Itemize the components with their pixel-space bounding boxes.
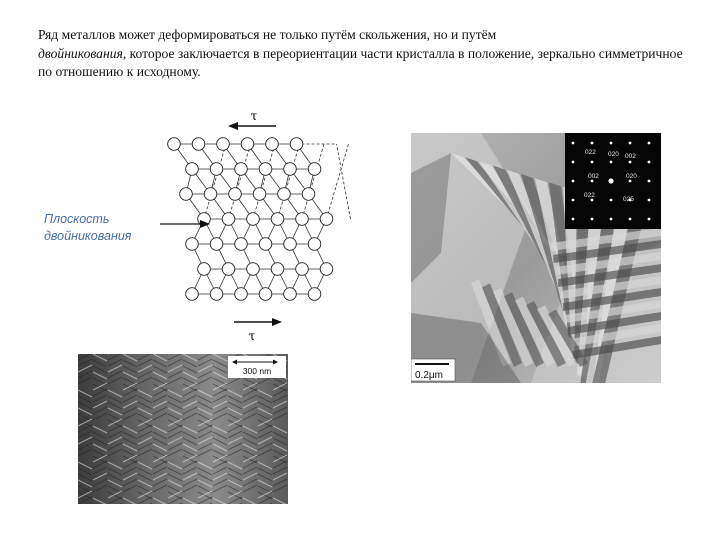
lattice-atom [204,188,217,201]
diffraction-spot [572,161,575,164]
diffraction-label: 020 [626,173,637,180]
lattice-atom [266,138,279,151]
diffraction-label: 022 [585,149,596,156]
lattice-atom [192,138,205,151]
twin-reference-line [278,144,300,219]
twin-reference-line [327,144,349,219]
diffraction-spot [629,218,632,221]
diffraction-spot [572,218,575,221]
diffraction-spot [591,218,594,221]
lattice-atom [247,213,260,226]
diffraction-spot [648,218,651,221]
lattice-atom [235,288,248,301]
sem-scale-bar [228,356,286,378]
lattice-atom [308,238,321,251]
diffraction-spot [591,142,594,145]
lattice-atom [186,163,199,176]
lattice-atom [259,163,272,176]
diffraction-spot [591,180,594,183]
diffraction-spot [648,142,651,145]
lattice-atom [259,238,272,251]
lattice-atom [217,138,230,151]
lattice-atom [210,288,223,301]
lattice-atom [186,288,199,301]
lattice-atom [229,188,242,201]
lattice-atom [278,188,291,201]
diffraction-label: 022 [584,192,595,199]
lattice-atom [271,263,284,276]
tem-micrograph [411,133,661,383]
lattice-atom [186,238,199,251]
sem-micrograph [78,354,288,504]
lattice-atom [271,213,284,226]
lattice-atom [235,238,248,251]
tau-top-label: τ [250,109,258,123]
lattice-atom [290,138,303,151]
lattice-atom [222,213,235,226]
diffraction-spot [648,161,651,164]
tem-scale-bar [411,359,455,381]
twin-reference-line [337,144,351,219]
paragraph-text-start: Ряд металлов может деформироваться не только путём скольжения, но и путём [38,27,497,42]
diffraction-label: 002 [625,153,636,160]
lattice-atom [296,263,309,276]
lattice-atom [168,138,181,151]
plane-label-line2: двойникования [44,229,132,243]
lattice-atom [222,263,235,276]
lattice-atom [284,238,297,251]
diffraction-spot [610,161,613,164]
twin-reference-line [253,144,275,219]
paragraph-term: двойникования [38,45,123,61]
lattice-atom [302,188,315,201]
lattice-atom [253,188,266,201]
lattice-atom [284,163,297,176]
lattice-atom [320,263,333,276]
diffraction-spot [572,199,575,202]
lattice-atom [198,263,211,276]
lattice-atom [320,213,333,226]
sem-scale-label: 300 nm [242,366,272,376]
twinning-diagram [38,104,368,344]
diffraction-spot [591,161,594,164]
tem-scale-label: 0.2μm [415,370,443,381]
lattice-atom [308,163,321,176]
diffraction-spot [648,199,651,202]
diffraction-spot [648,180,651,183]
lattice-atom [259,288,272,301]
twin-reference-line [204,144,226,219]
lattice-atom [241,138,254,151]
diffraction-spot [610,142,613,145]
diffraction-label: 025 [623,196,634,203]
lattice-atom [284,288,297,301]
diffraction-spot [629,142,632,145]
lattice-atom [210,163,223,176]
intro-paragraph [38,26,688,82]
lattice-atom [210,238,223,251]
paragraph-text-end: , которое заключается в переориентации части кристалла в положение, зеркально симметричное по отношению к исходному. [38,45,683,79]
twin-plane-pointer [44,212,210,243]
lattice-atom [308,288,321,301]
lattice-atom [235,163,248,176]
shear-arrow-top [228,109,276,130]
lattice-atom [247,263,260,276]
diffraction-spot [572,180,575,183]
lattice-atom [296,213,309,226]
diffraction-spot [610,199,613,202]
lattice-atom [180,188,193,201]
diffraction-spot [610,218,613,221]
diffraction-label: 020 [608,151,619,158]
plane-label-line1: Плоскость [44,212,110,226]
tau-bottom-label: τ [248,329,256,343]
diffraction-spot [608,178,613,183]
diffraction-spot [572,142,575,145]
diffraction-spot [629,161,632,164]
diffraction-pattern-inset [565,133,661,229]
lattice-atoms [168,138,333,301]
twin-reference-line [229,144,251,219]
diffraction-spot [629,180,632,183]
diffraction-label: 002 [588,173,599,180]
diffraction-spot [591,199,594,202]
twin-reference-line [302,144,324,219]
shear-arrow-bottom [234,318,282,343]
